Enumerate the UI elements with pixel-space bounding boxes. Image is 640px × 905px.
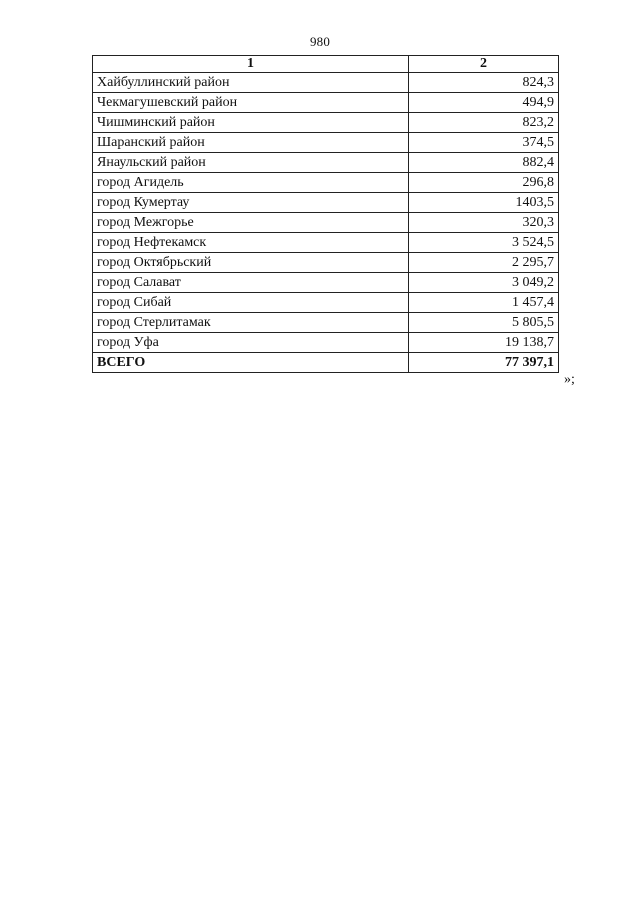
row-value: 494,9 [409, 93, 559, 113]
table-row [93, 233, 559, 253]
column-header-2: 2 [409, 56, 559, 73]
row-name: город Агидель [93, 173, 409, 193]
row-value: 823,2 [409, 113, 559, 133]
table-row [93, 333, 559, 353]
row-value: 374,5 [409, 133, 559, 153]
row-value: 1403,5 [409, 193, 559, 213]
table-row [93, 73, 559, 93]
row-name: город Октябрьский [93, 253, 409, 273]
table-row [93, 213, 559, 233]
row-name: город Стерлитамак [93, 313, 409, 333]
row-name: Хайбуллинский район [93, 73, 409, 93]
table-row [93, 133, 559, 153]
table-row [93, 293, 559, 313]
row-name: Чишминский район [93, 113, 409, 133]
table-header-row [93, 56, 559, 73]
data-table [92, 55, 559, 373]
row-value: 3 524,5 [409, 233, 559, 253]
table-row [93, 193, 559, 213]
row-value: 320,3 [409, 213, 559, 233]
table-total-row [93, 353, 559, 373]
total-value: 77 397,1 [409, 353, 559, 373]
row-name: город Сибай [93, 293, 409, 313]
row-name: город Салават [93, 273, 409, 293]
row-value: 1 457,4 [409, 293, 559, 313]
table-row [93, 113, 559, 133]
row-value: 882,4 [409, 153, 559, 173]
row-value: 824,3 [409, 73, 559, 93]
row-name: город Межгорье [93, 213, 409, 233]
row-value: 2 295,7 [409, 253, 559, 273]
row-name: город Кумертау [93, 193, 409, 213]
total-label: ВСЕГО [93, 353, 409, 373]
row-value: 5 805,5 [409, 313, 559, 333]
row-name: город Уфа [93, 333, 409, 353]
row-value: 3 049,2 [409, 273, 559, 293]
row-value: 296,8 [409, 173, 559, 193]
table-row [93, 313, 559, 333]
row-value: 19 138,7 [409, 333, 559, 353]
table-row [93, 153, 559, 173]
page-number: 980 [309, 34, 331, 49]
table-row [93, 173, 559, 193]
column-header-1: 1 [93, 56, 409, 73]
table-row [93, 273, 559, 293]
table-row [93, 253, 559, 273]
closing-quote-mark: »; [564, 372, 575, 387]
row-name: Шаранский район [93, 133, 409, 153]
row-name: город Нефтекамск [93, 233, 409, 253]
row-name: Янаульский район [93, 153, 409, 173]
table-row [93, 93, 559, 113]
row-name: Чекмагушевский район [93, 93, 409, 113]
